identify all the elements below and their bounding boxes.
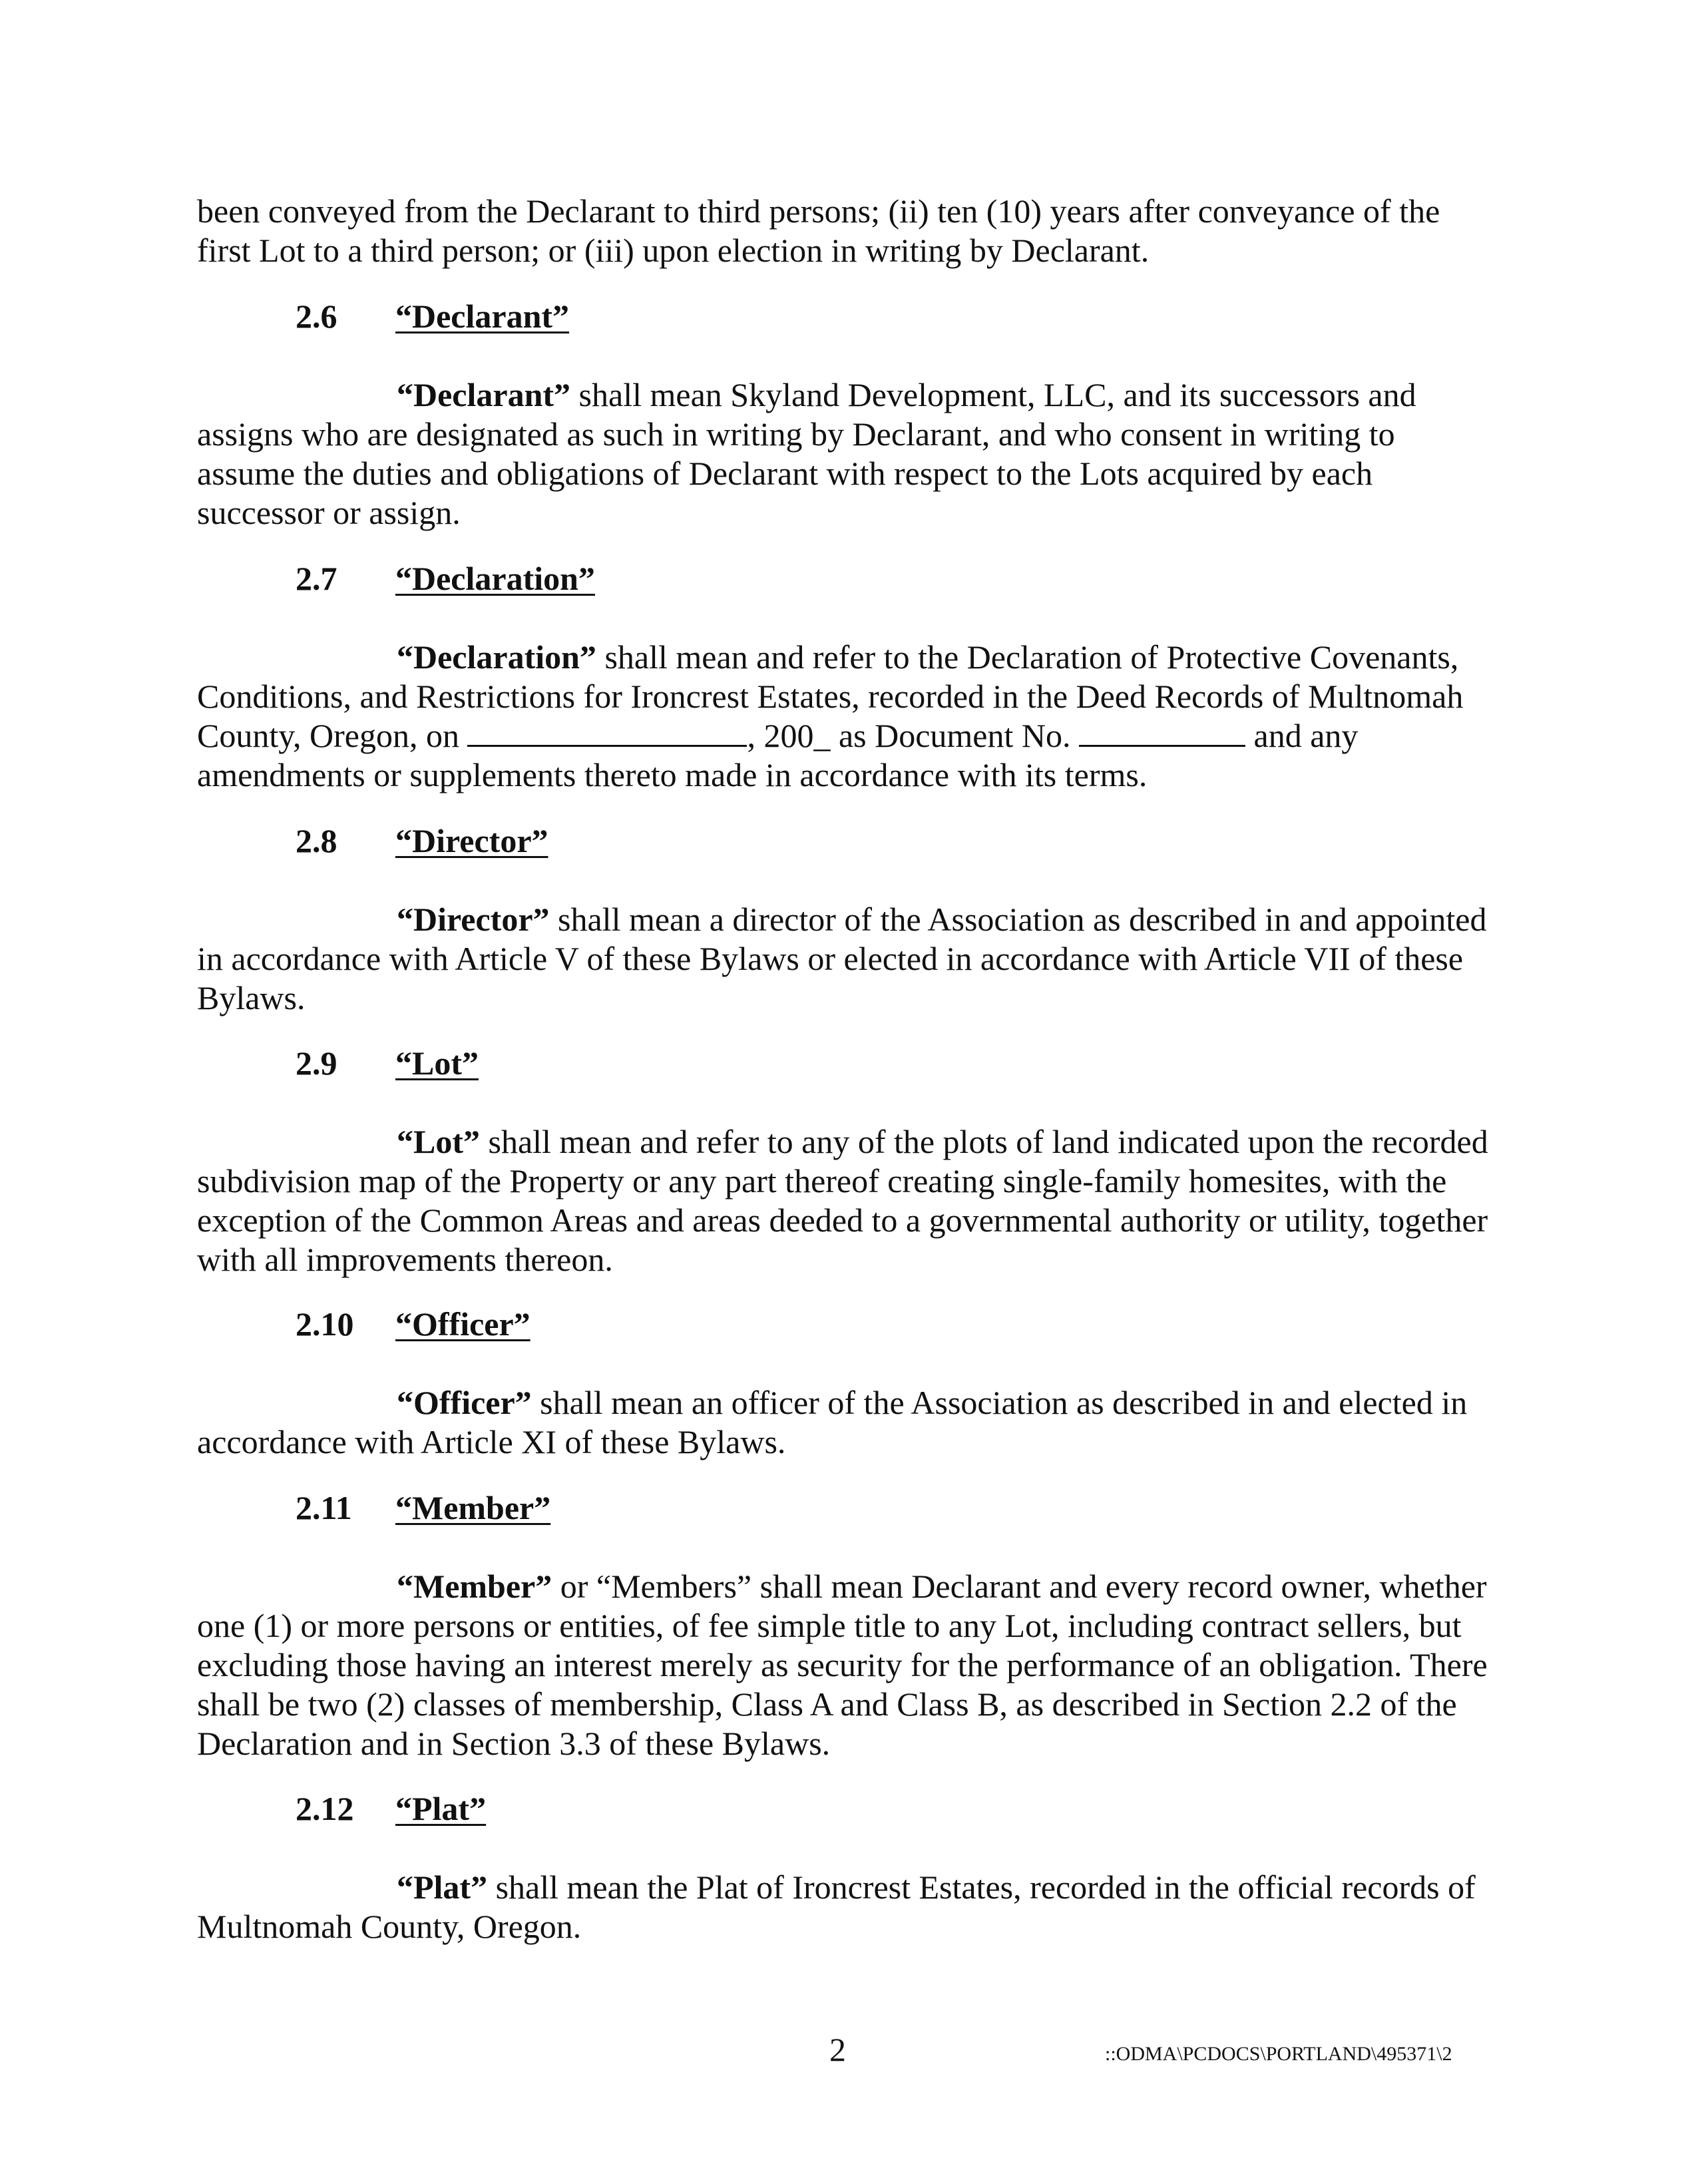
paragraph-text: and any xyxy=(1245,717,1359,754)
paragraph-first-line xyxy=(197,1383,1502,1422)
paragraph-text: or “Members” shall mean Declarant and every record owner, whether xyxy=(552,1568,1487,1605)
paragraph-line: excluding those having an interest merely as security for the performance of an obligation. There xyxy=(197,1646,1488,1683)
section-number: 2.6 xyxy=(296,298,337,335)
paragraph-first-line xyxy=(197,638,1502,677)
fill-in-blank-date xyxy=(467,718,747,747)
defined-term: “Member” xyxy=(397,1568,552,1605)
defined-term: “Officer” xyxy=(397,1384,532,1421)
paragraph-text: shall mean the Plat of Ironcrest Estates, recorded in the official records of xyxy=(487,1868,1476,1906)
paragraph-text: shall mean and refer to the Declaration of Protective Covenants, xyxy=(596,638,1459,676)
section-title: “Director” xyxy=(395,822,548,859)
paragraph-first-line xyxy=(197,375,1502,415)
paragraph-line: with all improvements thereon. xyxy=(197,1241,613,1278)
defined-term: “Declaration” xyxy=(397,638,596,676)
paragraph-line: Declaration and in Section 3.3 of these Bylaws. xyxy=(197,1725,831,1762)
paragraph-line: Conditions, and Restrictions for Ironcrest Estates, recorded in the Deed Records of Multnomah xyxy=(197,678,1464,715)
section-title: “Officer” xyxy=(395,1305,530,1343)
document-path: ::ODMA\PCDOCS\PORTLAND\495371\2 xyxy=(1105,2043,1452,2065)
paragraph-line: accordance with Article XI of these Bylaws. xyxy=(197,1423,786,1460)
section-title: “Declarant” xyxy=(395,298,570,335)
definition-paragraph-declaration xyxy=(197,638,1502,795)
section-title: “Plat” xyxy=(395,1790,487,1827)
paragraph-text: shall mean and refer to any of the plots of land indicated upon the recorded xyxy=(480,1123,1488,1160)
fill-in-blank-document-number xyxy=(1079,718,1245,747)
section-number: 2.7 xyxy=(296,560,337,597)
paragraph-text: County, Oregon, on xyxy=(197,717,468,754)
paragraph-line: first Lot to a third person; or (iii) upon election in writing by Declarant. xyxy=(197,232,1150,269)
paragraph-line: Bylaws. xyxy=(197,979,306,1016)
section-number: 2.12 xyxy=(296,1790,354,1827)
paragraph-line: subdivision map of the Property or any part thereof creating single-family homesites, with the xyxy=(197,1162,1447,1200)
definition-paragraph-lot xyxy=(197,1122,1502,1279)
section-number: 2.8 xyxy=(296,822,337,859)
paragraph-first-line xyxy=(197,1122,1502,1162)
paragraph-line: assume the duties and obligations of Declarant with respect to the Lots acquired by each xyxy=(197,455,1373,492)
paragraph-line-with-blanks xyxy=(197,716,1502,756)
section-number: 2.9 xyxy=(296,1044,337,1082)
paragraph-text: shall mean an officer of the Association as described in and elected in xyxy=(531,1384,1468,1421)
definition-paragraph-officer xyxy=(197,1383,1502,1462)
paragraph-text: shall mean a director of the Association as described in and appointed xyxy=(549,901,1487,938)
paragraph-line: successor or assign. xyxy=(197,494,461,531)
paragraph-line: in accordance with Article V of these Bylaws or elected in accordance with Article VII of these xyxy=(197,940,1464,977)
section-number: 2.10 xyxy=(296,1305,354,1343)
definition-paragraph-plat xyxy=(197,1868,1502,1946)
section-heading-2-8 xyxy=(296,821,548,861)
paragraph-line: assigns who are designated as such in writing by Declarant, and who consent in writing to xyxy=(197,415,1395,453)
definition-paragraph-director xyxy=(197,900,1502,1018)
paragraph-first-line xyxy=(197,900,1502,939)
section-heading-2-6 xyxy=(296,297,569,336)
paragraph-line: shall be two (2) classes of membership, Class A and Class B, as described in Section 2.2 of the xyxy=(197,1685,1457,1723)
section-heading-2-9 xyxy=(296,1044,479,1083)
definition-paragraph-member xyxy=(197,1567,1502,1763)
section-heading-2-7 xyxy=(296,559,595,598)
intro-paragraph xyxy=(197,192,1502,270)
defined-term: “Declarant” xyxy=(397,376,571,413)
paragraph-line: one (1) or more persons or entities, of fee simple title to any Lot, including contract sellers, but xyxy=(197,1607,1462,1644)
section-number: 2.11 xyxy=(296,1489,352,1526)
section-heading-2-11 xyxy=(296,1488,550,1528)
defined-term: “Lot” xyxy=(397,1123,480,1160)
defined-term: “Director” xyxy=(397,901,550,938)
paragraph-text: , 200_ as Document No. xyxy=(747,717,1079,754)
section-heading-2-10 xyxy=(296,1305,530,1344)
paragraph-line: been conveyed from the Declarant to third persons; (ii) ten (10) years after conveyance of the xyxy=(197,192,1440,230)
section-title: “Member” xyxy=(395,1489,551,1526)
section-title: “Lot” xyxy=(395,1044,479,1082)
paragraph-text: shall mean Skyland Development, LLC, and its successors and xyxy=(570,376,1416,413)
paragraph-line: Multnomah County, Oregon. xyxy=(197,1908,582,1945)
paragraph-line: amendments or supplements thereto made in accordance with its terms. xyxy=(197,756,1148,793)
section-title: “Declaration” xyxy=(395,560,595,597)
page-number: 2 xyxy=(829,2031,846,2068)
section-heading-2-12 xyxy=(296,1789,486,1829)
definition-paragraph-declarant xyxy=(197,375,1502,533)
defined-term: “Plat” xyxy=(397,1868,488,1906)
paragraph-first-line xyxy=(197,1567,1502,1606)
paragraph-line: exception of the Common Areas and areas deeded to a governmental authority or utility, together xyxy=(197,1201,1488,1239)
paragraph-first-line xyxy=(197,1868,1502,1907)
